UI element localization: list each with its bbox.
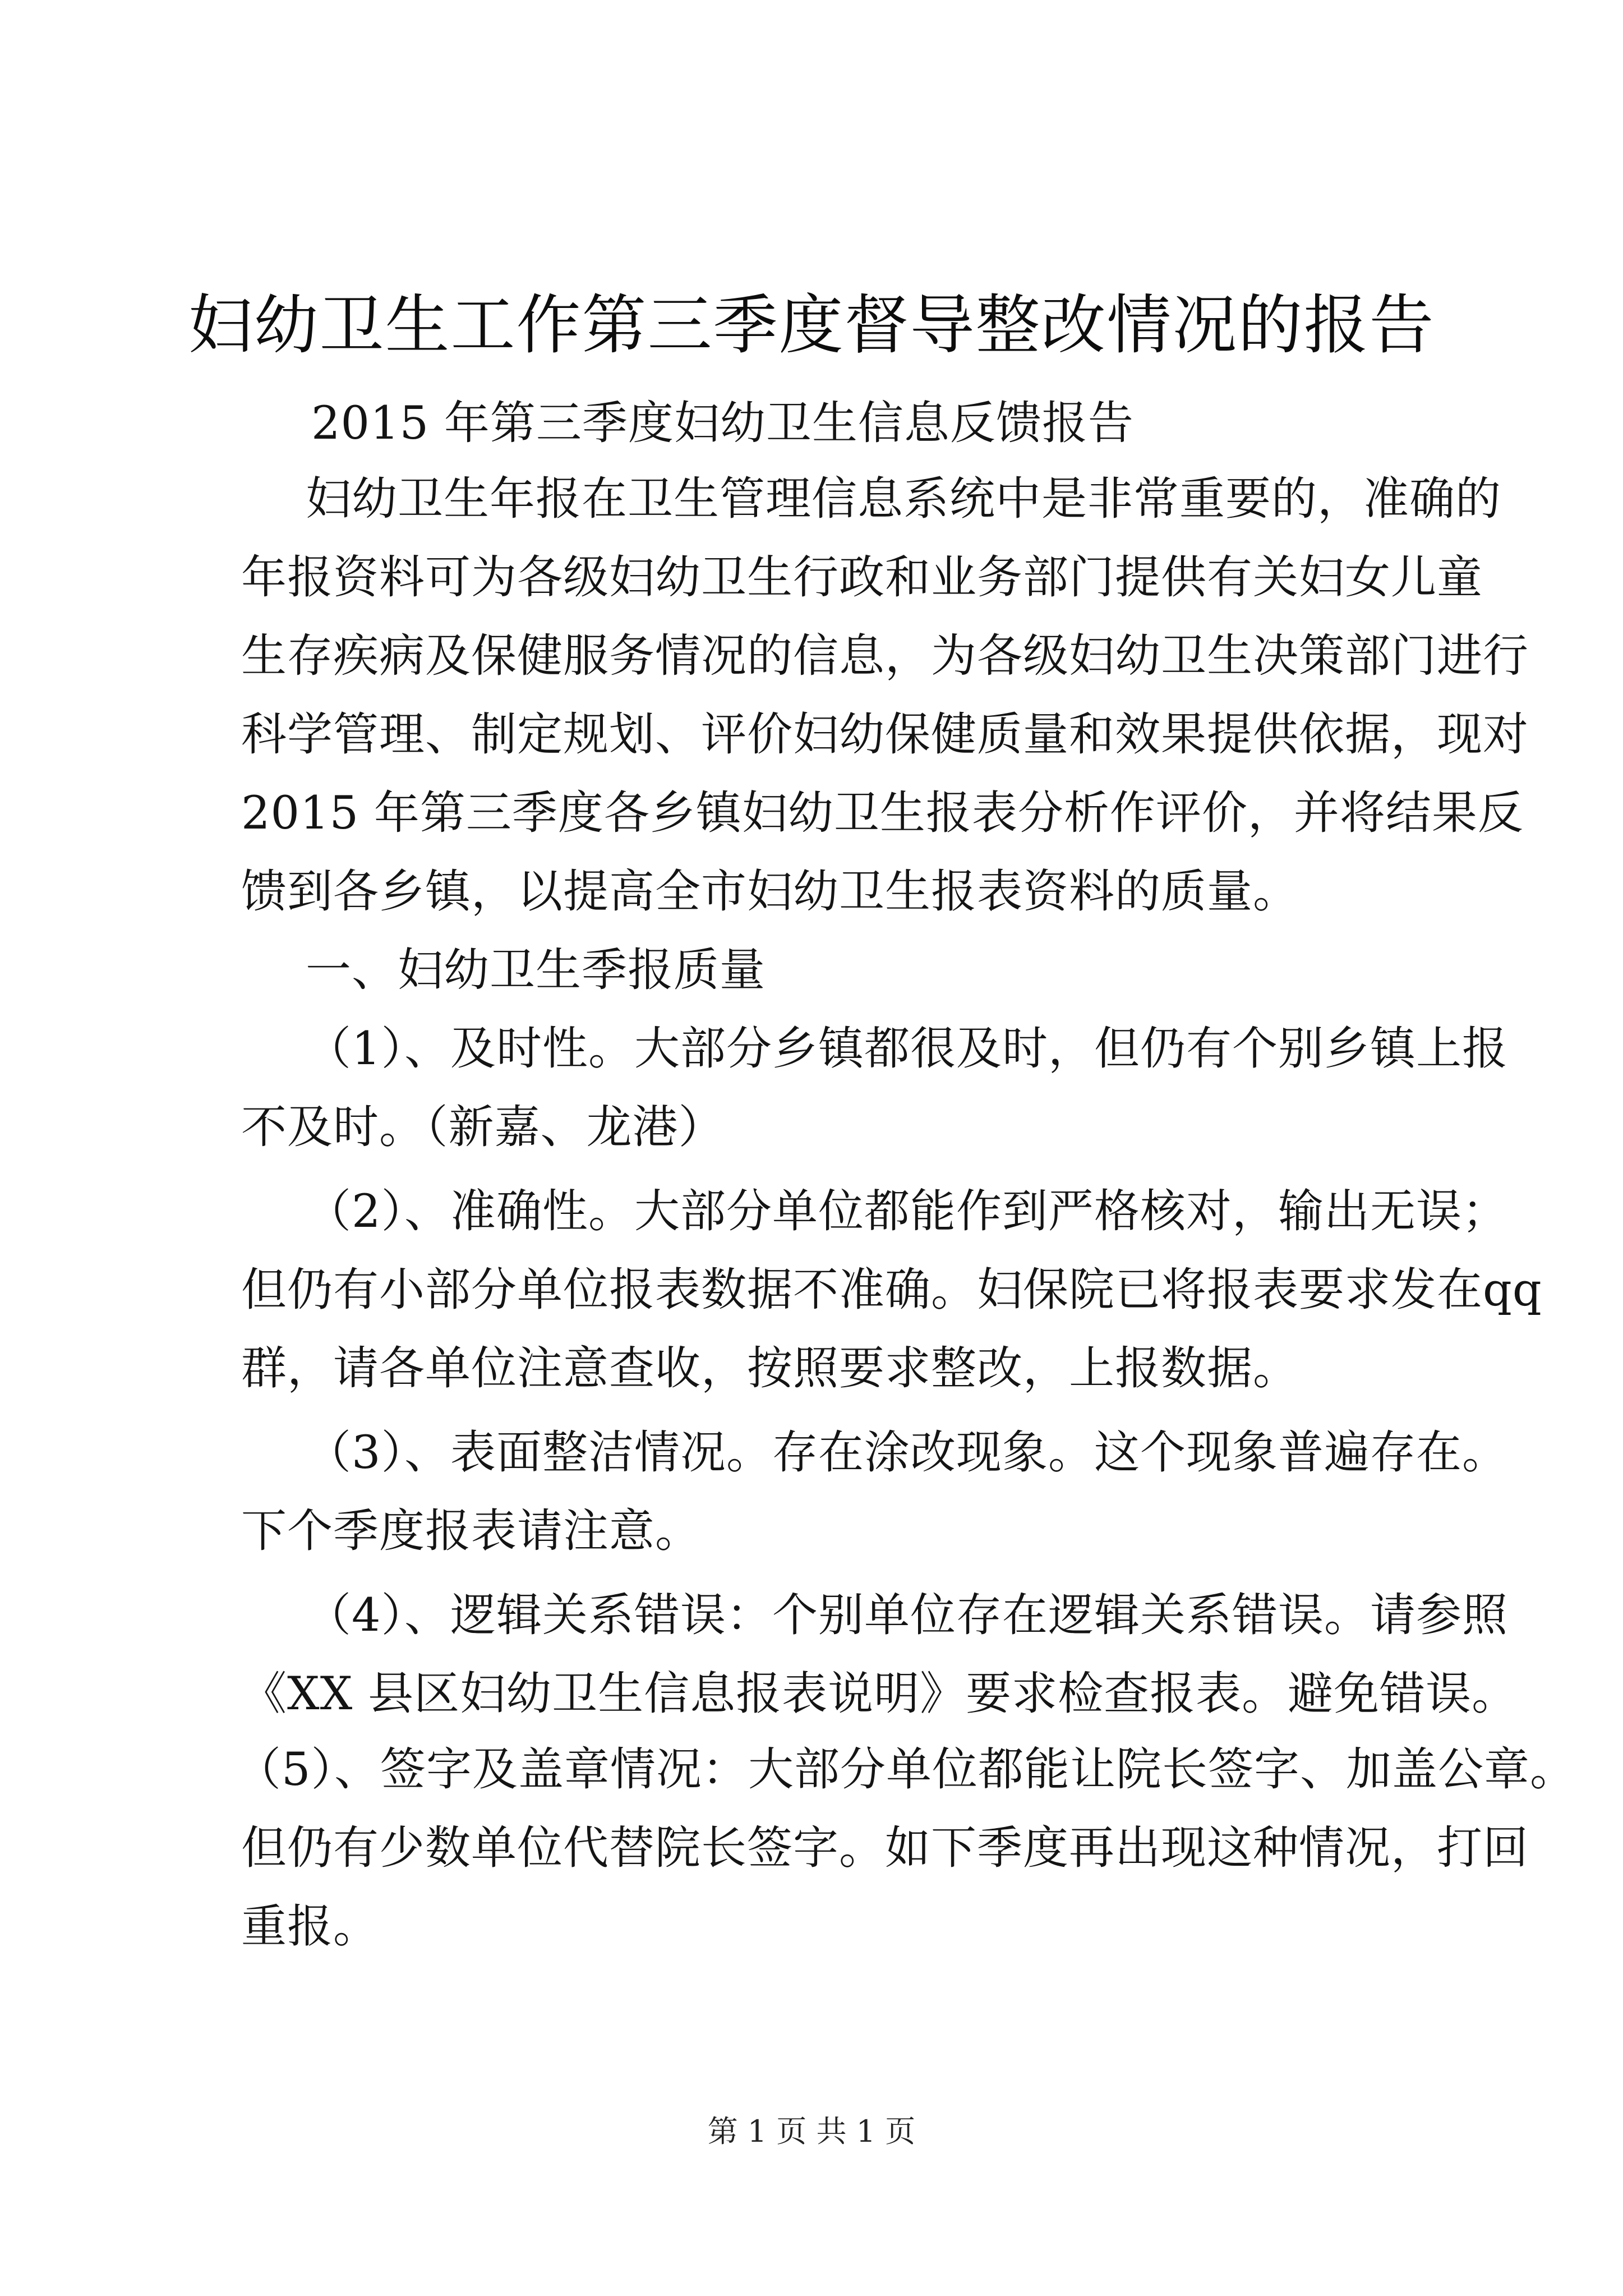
item-2-line: 但仍有小部分单位报表数据不准确。妇保院已将报表要求发在qq <box>241 1264 1542 1317</box>
item-3-line: （3）、表面整洁情况。存在涂改现象。这个现象普遍存在。 <box>306 1427 1509 1479</box>
section-heading: 一、妇幼卫生季报质量 <box>306 944 766 997</box>
item-1-line: 不及时。（新嘉、龙港） <box>241 1101 725 1154</box>
item-4-line: 《XX 县区妇幼卫生信息报表说明》要求检查报表。避免错误。 <box>241 1668 1518 1720</box>
intro-line: 年报资料可为各级妇幼卫生行政和业务部门提供有关妇女儿童 <box>241 551 1483 604</box>
intro-line: 生存疾病及保健服务情况的信息，为各级妇幼卫生决策部门进行 <box>241 630 1529 683</box>
item-5-line: （5）、签字及盖章情况：大部分单位都能让院长签字、加盖公章。 <box>236 1743 1576 1796</box>
document-title: 妇幼卫生工作第三季度督导整改情况的报告 <box>188 288 1435 363</box>
item-1-line: （1）、及时性。大部分乡镇都很及时，但仍有个别乡镇上报 <box>306 1023 1509 1075</box>
item-5-line: 重报。 <box>241 1901 380 1953</box>
intro-line: 妇幼卫生年报在卫生管理信息系统中是非常重要的，准确的 <box>306 473 1502 526</box>
intro-line: 科学管理、制定规划、评价妇幼保健质量和效果提供依据，现对 <box>241 708 1529 761</box>
intro-line: 2015 年第三季度各乡镇妇幼卫生报表分析作评价，并将结果反 <box>241 787 1524 840</box>
document-subtitle: 2015 年第三季度妇幼卫生信息反馈报告 <box>311 397 1134 450</box>
item-5-line: 但仍有少数单位代替院长签字。如下季度再出现这种情况，打回 <box>241 1822 1529 1875</box>
intro-line: 馈到各乡镇，以提高全市妇幼卫生报表资料的质量。 <box>241 866 1299 918</box>
page-number: 第 1 页 共 1 页 <box>707 2114 916 2149</box>
item-3-line: 下个季度报表请注意。 <box>241 1505 702 1558</box>
item-2-line: 群，请各单位注意查收，按照要求整改，上报数据。 <box>241 1342 1299 1395</box>
item-4-line: （4）、逻辑关系错误：个别单位存在逻辑关系错误。请参照 <box>306 1589 1509 1642</box>
item-2-line: （2）、准确性。大部分单位都能作到严格核对，输出无误； <box>306 1185 1509 1238</box>
